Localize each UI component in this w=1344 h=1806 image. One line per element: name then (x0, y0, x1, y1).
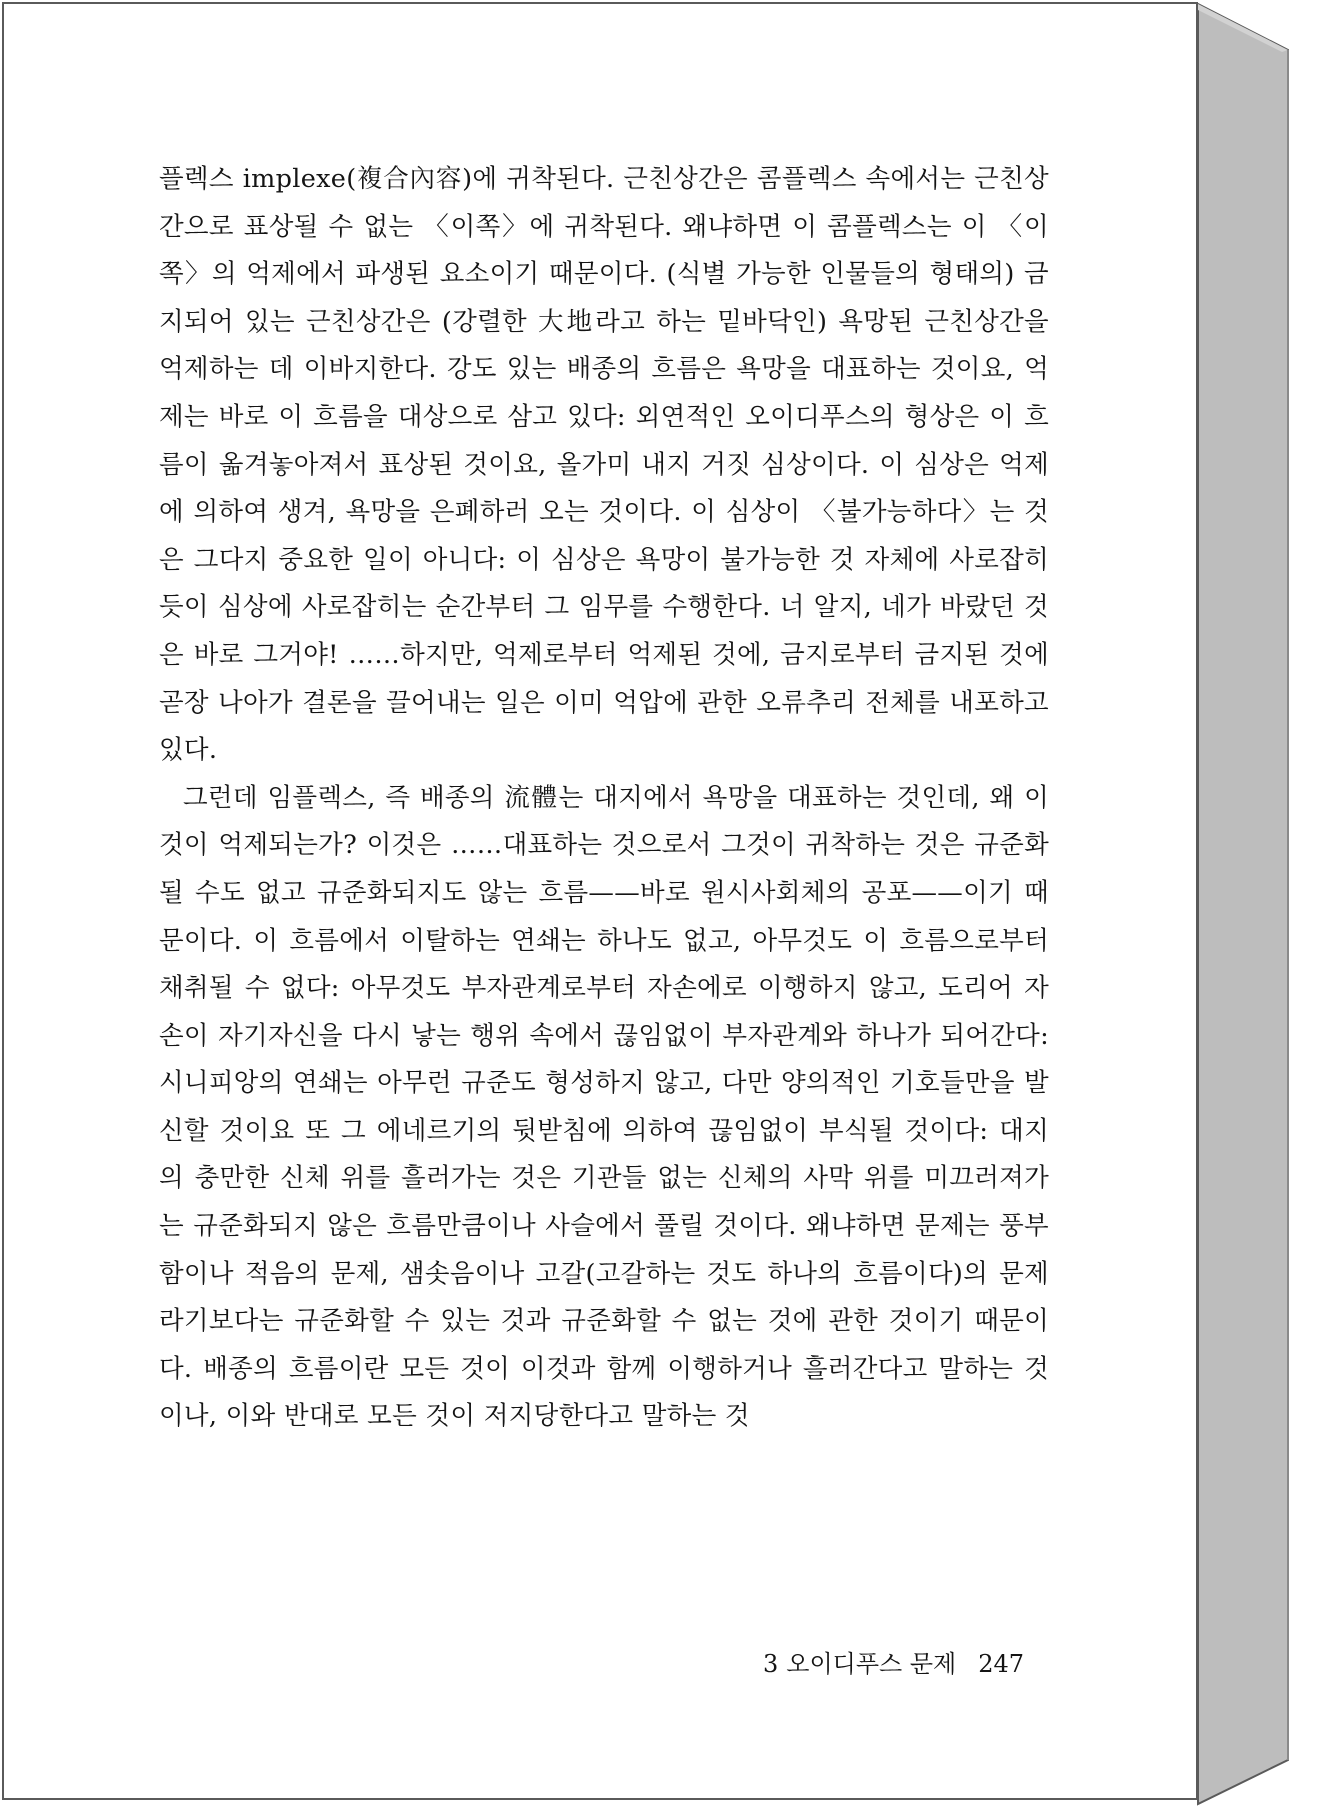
page-footer (704, 1644, 1024, 1679)
book-page (2, 2, 1198, 1800)
page-number: 247 (978, 1650, 1024, 1678)
body-text (159, 156, 1049, 1441)
chapter-number: 3 (762, 1650, 779, 1678)
paragraph-2: 그런데 임플렉스, 즉 배종의 流體는 대지에서 욕망을 대표하는 것인데, 왜 이것이 억제되는가? 이것은 ……대표하는 것으로서 그것이 귀착하는 것은 규준화될 수도 없고 규준화되지도 않는 흐름——바로 원시사회체의 공포——이기 때문이다. 이 흐름에서 이탈하는 연쇄는 하나도 없고, 아무것도 이 흐름으로부터 채취될 수 없다: 아무것도 부자관계로부터 자손에로 이행하지 않고, 도리어 자손이 자기자신을 다시 낳는 행위 속에서 끊임없이 부자관계와 하나가 되어간다: 시니피앙의 연쇄는 아무런 규준도 형성하지 않고, 다만 양의적인 기호들만을 발신할 것이요 또 그 에네르기의 뒷받침에 의하여 끊임없이 부식될 것이다: 대지의 충만한 신체 위를 흘러가는 것은 기관들 없는 신체의 사막 위를 미끄러져가는 규준화되지 않은 흐름만큼이나 사슬에서 풀릴 것이다. 왜냐하면 문제는 풍부함이나 적음의 문제, 샘솟음이나 고갈(고갈하는 것도 하나의 흐름이다)의 문제라기보다는 규준화할 수 있는 것과 규준화할 수 없는 것에 관한 것이기 때문이다. 배종의 흐름이란 모든 것이 이것과 함께 이행하거나 흘러간다고 말하는 것이나, 이와 반대로 모든 것이 저지당한다고 말하는 것 (159, 782, 1050, 1432)
paragraph-1: 플렉스 implexe(複合內容)에 귀착된다. 근친상간은 콤플렉스 속에서는 근친상간으로 표상될 수 없는 〈이쪽〉에 귀착된다. 왜냐하면 이 콤플렉스는 이 〈이쪽〉의 억제에서 파생된 요소이기 때문이다. (식별 가능한 인물들의 형태의) 금지되어 있는 근친상간은 (강렬한 大地라고 하는 밑바닥인) 욕망된 근친상간을 억제하는 데 이바지한다. 강도 있는 배종의 흐름은 욕망을 대표하는 것이요, 억제는 바로 이 흐름을 대상으로 삼고 있다: 외연적인 오이디푸스의 형상은 이 흐름이 옮겨놓아져서 표상된 것이요, 올가미 내지 거짓 심상이다. 이 심상은 억제에 의하여 생겨, 욕망을 은폐하러 오는 것이다. 이 심상이 〈불가능하다〉는 것은 그다지 중요한 일이 아니다: 이 심상은 욕망이 불가능한 것 자체에 사로잡히듯이 심상에 사로잡히는 순간부터 그 임무를 수행한다. 너 알지, 네가 바랐던 것은 바로 그거야! ……하지만, 억제로부터 억제된 것에, 금지로부터 금지된 것에 곧장 나아가 결론을 끌어내는 일은 이미 억압에 관한 오류추리 전체를 내포하고 있다. (159, 164, 1049, 766)
chapter-title: 오이디푸스 문제 (786, 1650, 957, 1678)
